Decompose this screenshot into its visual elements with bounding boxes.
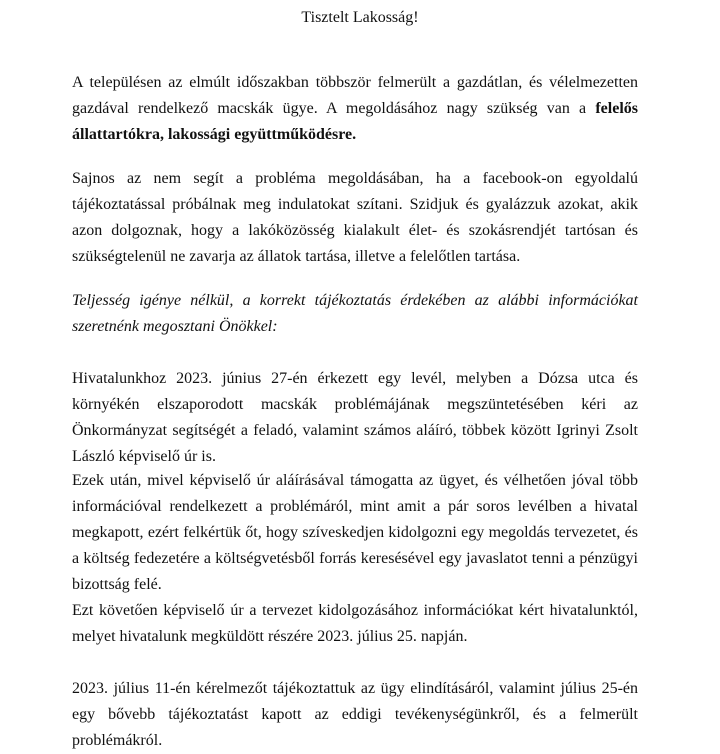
- paragraph-followup: Ezt követően képviselő úr a tervezet kidolgozásához információkat kért hivatalunktól, melyet hivatalunk megküldött részére 2023. július 25. napján.: [72, 602, 638, 645]
- letter-greeting: Tisztelt Lakosság!: [301, 9, 419, 26]
- paragraph-request: Ezek után, mivel képviselő úr aláírásával támogatta az ügyet, és vélhetően jóval több információval rendelkezett a problémáról, mint amit a pár soros levélben a hivatal megkapott, ezért felkértük őt, hogy szíveskedjen kidolgozni egy megoldás tervezetet, és a költség fedezetére a költségvetésből forrás keresésével egy javaslatot tenni a pénzügyi bizottság felé.: [72, 472, 638, 593]
- paragraph-letter-received: Hivatalunkhoz 2023. június 27-én érkezett egy levél, melyben a Dózsa utca és környékén elszaporodott macskák problémájának megszüntetésében kéri az Önkormányzat segítségét a feladó, valamint számos aláíró, többek között Igrinyi Zsolt László képviselő úr is.: [72, 370, 638, 465]
- paragraph-intro: [72, 70, 638, 148]
- paragraph-info-intro: Teljesség igénye nélkül, a korrekt tájékoztatás érdekében az alábbi információkat szeretnénk megosztani Önökkel:: [72, 292, 638, 335]
- paragraph-facebook: Sajnos az nem segít a probléma megoldásában, ha a facebook-on egyoldalú tájékoztatással próbálnak meg indulatokat szítani. Szidjuk és gyalázzuk azokat, akik azon dolgoznak, hogy a lakóközösség kialakult élet- és szokásrendjét tartósan és szükségtelenül ne zavarja az állatok tartása, illetve a felelőtlen tartása.: [72, 170, 638, 265]
- paragraph-intro-bold: felelős állattartókra, lakossági együttműködésre.: [72, 100, 638, 143]
- paragraph-intro-text: A településen az elmúlt időszakban többször felmerült a gazdátlan, és vélelmezetten gazdával rendelkező macskák ügye. A megoldásához nagy szükség van a: [72, 74, 638, 117]
- paragraph-notification: 2023. július 11-én kérelmezőt tájékoztattuk az ügy elindításáról, valamint július 25-én egy bővebb tájékoztatást kapott az eddigi tevékenységünkről, és a felmerült problémákról.: [72, 680, 638, 749]
